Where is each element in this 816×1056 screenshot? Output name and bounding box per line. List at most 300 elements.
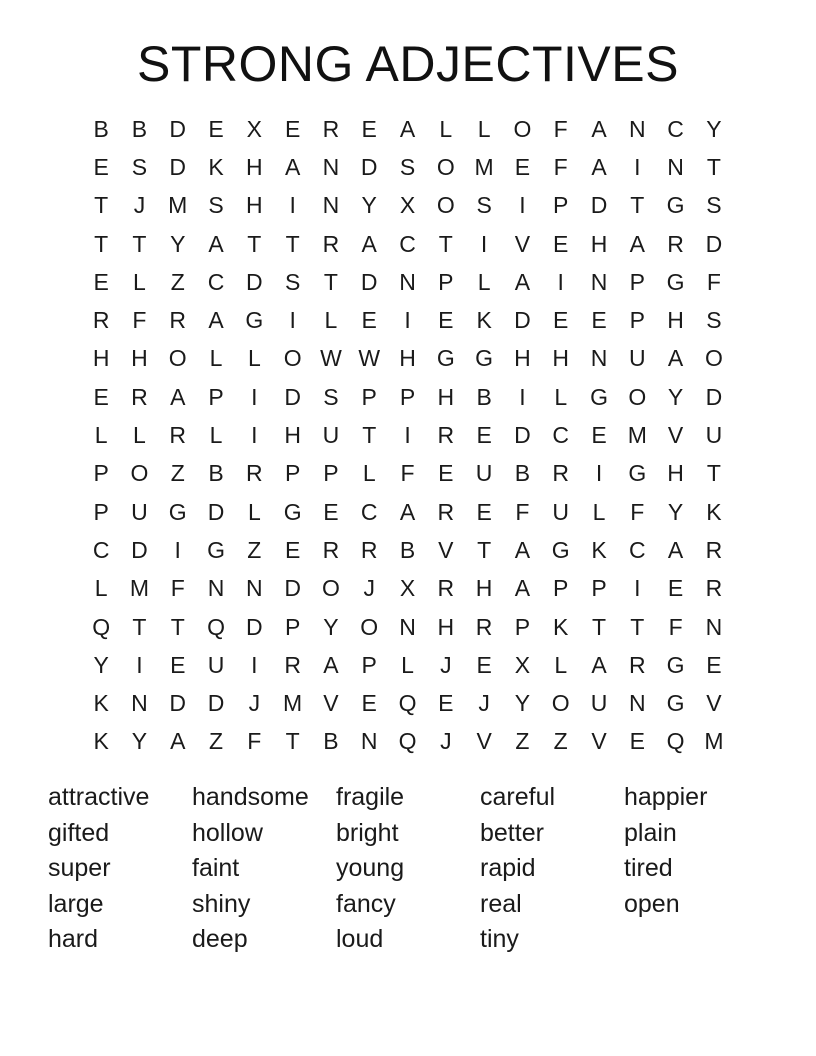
- grid-letter[interactable]: T: [94, 192, 109, 219]
- grid-letter[interactable]: D: [169, 153, 187, 180]
- grid-letter[interactable]: V: [706, 690, 722, 717]
- grid-letter[interactable]: L: [324, 307, 338, 334]
- grid-letter[interactable]: R: [322, 536, 340, 563]
- grid-letter[interactable]: A: [361, 230, 377, 257]
- grid-letter[interactable]: E: [553, 230, 569, 257]
- grid-letter[interactable]: J: [440, 651, 452, 678]
- grid-letter[interactable]: R: [475, 613, 493, 640]
- grid-letter[interactable]: H: [246, 153, 263, 180]
- grid-letter[interactable]: I: [251, 422, 258, 449]
- grid-letter[interactable]: D: [705, 230, 723, 257]
- grid-letter[interactable]: U: [322, 422, 340, 449]
- grid-letter[interactable]: S: [284, 268, 301, 295]
- grid-letter[interactable]: E: [553, 307, 569, 334]
- grid-letter[interactable]: B: [208, 460, 224, 487]
- grid-letter[interactable]: C: [399, 230, 416, 257]
- grid-letter[interactable]: T: [94, 230, 109, 257]
- grid-letter[interactable]: D: [514, 422, 531, 449]
- grid-letter[interactable]: E: [93, 383, 109, 410]
- grid-letter[interactable]: L: [477, 115, 491, 142]
- grid-letter[interactable]: R: [667, 230, 684, 257]
- grid-letter[interactable]: A: [323, 651, 339, 678]
- grid-letter[interactable]: O: [704, 345, 723, 372]
- grid-letter[interactable]: Y: [323, 613, 339, 640]
- grid-letter[interactable]: T: [285, 728, 300, 755]
- grid-letter[interactable]: G: [666, 268, 685, 295]
- grid-letter[interactable]: V: [476, 728, 492, 755]
- grid-letter[interactable]: N: [628, 690, 646, 717]
- grid-letter[interactable]: T: [132, 230, 147, 257]
- grid-letter[interactable]: T: [706, 153, 721, 180]
- grid-letter[interactable]: D: [284, 383, 301, 410]
- grid-letter[interactable]: L: [247, 345, 261, 372]
- grid-letter[interactable]: O: [513, 115, 532, 142]
- grid-letter[interactable]: H: [552, 345, 570, 372]
- grid-letter[interactable]: A: [591, 651, 607, 678]
- grid-letter[interactable]: T: [630, 192, 645, 219]
- grid-letter[interactable]: R: [552, 460, 570, 487]
- grid-letter[interactable]: N: [667, 153, 684, 180]
- grid-letter[interactable]: G: [283, 498, 302, 525]
- grid-letter[interactable]: T: [591, 613, 607, 640]
- grid-letter[interactable]: P: [514, 613, 531, 640]
- grid-letter[interactable]: G: [590, 383, 608, 410]
- grid-letter[interactable]: P: [323, 460, 339, 487]
- grid-letter[interactable]: F: [630, 498, 645, 525]
- grid-letter[interactable]: Q: [92, 613, 111, 640]
- grid-letter[interactable]: G: [551, 536, 570, 563]
- grid-letter[interactable]: C: [360, 498, 378, 525]
- grid-letter[interactable]: H: [399, 345, 416, 372]
- grid-letter[interactable]: H: [475, 575, 493, 602]
- grid-letter[interactable]: R: [360, 536, 378, 563]
- grid-letter[interactable]: E: [323, 498, 339, 525]
- grid-letter[interactable]: L: [247, 498, 261, 525]
- grid-letter[interactable]: E: [170, 651, 186, 678]
- grid-letter[interactable]: T: [285, 230, 300, 257]
- grid-letter[interactable]: N: [399, 268, 416, 295]
- grid-letter[interactable]: S: [706, 307, 722, 334]
- grid-letter[interactable]: G: [475, 345, 494, 372]
- grid-letter[interactable]: A: [170, 383, 186, 410]
- grid-letter[interactable]: F: [170, 575, 185, 602]
- grid-letter[interactable]: X: [399, 575, 416, 602]
- grid-letter[interactable]: U: [628, 345, 646, 372]
- word-bank-item: tiny: [480, 925, 519, 953]
- grid-letter[interactable]: I: [634, 153, 641, 180]
- grid-letter[interactable]: U: [590, 690, 608, 717]
- grid-letter[interactable]: L: [554, 383, 568, 410]
- grid-letter[interactable]: H: [667, 307, 684, 334]
- grid-letter[interactable]: N: [322, 153, 340, 180]
- grid-letter[interactable]: V: [514, 230, 531, 257]
- grid-letter[interactable]: D: [207, 498, 225, 525]
- grid-letter[interactable]: T: [247, 230, 262, 257]
- word-bank-item: open: [624, 889, 680, 918]
- grid-letter[interactable]: R: [437, 422, 455, 449]
- grid-letter[interactable]: P: [361, 383, 377, 410]
- grid-letter[interactable]: Y: [667, 383, 684, 410]
- grid-letter[interactable]: O: [436, 192, 455, 219]
- word-bank-item: attractive: [48, 783, 150, 811]
- grid-letter[interactable]: R: [169, 307, 187, 334]
- grid-letter[interactable]: H: [667, 460, 684, 487]
- grid-letter[interactable]: L: [94, 422, 108, 449]
- grid-letter[interactable]: D: [360, 268, 378, 295]
- grid-letter[interactable]: H: [437, 383, 455, 410]
- grid-letter[interactable]: R: [705, 536, 723, 563]
- grid-letter[interactable]: R: [284, 651, 301, 678]
- grid-letter[interactable]: G: [628, 460, 647, 487]
- grid-letter[interactable]: E: [438, 307, 454, 334]
- grid-letter[interactable]: E: [706, 651, 722, 678]
- grid-letter[interactable]: M: [168, 192, 188, 219]
- grid-letter[interactable]: E: [93, 153, 109, 180]
- grid-letter[interactable]: P: [629, 307, 645, 334]
- grid-letter[interactable]: V: [591, 728, 607, 755]
- grid-letter[interactable]: E: [361, 690, 377, 717]
- grid-letter[interactable]: D: [590, 192, 608, 219]
- grid-letter[interactable]: D: [169, 690, 187, 717]
- grid-letter[interactable]: N: [322, 192, 340, 219]
- word-bank-item: young: [336, 854, 405, 882]
- grid-letter[interactable]: Y: [170, 230, 186, 257]
- grid-letter[interactable]: H: [92, 345, 110, 372]
- grid-letter[interactable]: H: [437, 613, 455, 640]
- grid-letter[interactable]: L: [209, 345, 223, 372]
- grid-letter[interactable]: J: [363, 575, 375, 602]
- word-bank-item: faint: [192, 854, 240, 882]
- grid-letter[interactable]: W: [358, 345, 381, 372]
- grid-letter[interactable]: E: [208, 115, 224, 142]
- grid-letter[interactable]: J: [478, 690, 490, 717]
- grid-letter[interactable]: E: [284, 536, 301, 563]
- grid-letter[interactable]: R: [628, 651, 646, 678]
- grid-letter[interactable]: E: [93, 268, 109, 295]
- grid-letter[interactable]: I: [251, 383, 258, 410]
- grid-letter[interactable]: H: [246, 192, 263, 219]
- grid-letter[interactable]: D: [207, 690, 225, 717]
- grid-letter[interactable]: I: [634, 575, 641, 602]
- grid-letter[interactable]: T: [438, 230, 453, 257]
- grid-letter[interactable]: B: [476, 383, 492, 410]
- grid-letter[interactable]: Y: [361, 192, 377, 219]
- grid-letter[interactable]: T: [362, 422, 377, 449]
- grid-letter[interactable]: X: [399, 192, 416, 219]
- grid-letter[interactable]: I: [136, 651, 143, 678]
- grid-letter[interactable]: F: [515, 498, 530, 525]
- grid-letter[interactable]: R: [92, 307, 110, 334]
- grid-letter[interactable]: E: [667, 575, 684, 602]
- grid-letter[interactable]: S: [131, 153, 148, 180]
- grid-letter[interactable]: C: [667, 115, 684, 142]
- grid-letter[interactable]: F: [247, 728, 262, 755]
- grid-letter[interactable]: C: [628, 536, 646, 563]
- grid-letter[interactable]: S: [208, 192, 224, 219]
- grid-letter[interactable]: E: [284, 115, 301, 142]
- grid-letter[interactable]: R: [322, 230, 340, 257]
- grid-letter[interactable]: Y: [706, 115, 722, 142]
- grid-letter[interactable]: B: [323, 728, 339, 755]
- grid-letter[interactable]: P: [438, 268, 454, 295]
- grid-letter[interactable]: U: [705, 422, 723, 449]
- grid-letter[interactable]: P: [553, 192, 569, 219]
- grid-letter[interactable]: L: [133, 422, 146, 449]
- grid-letter[interactable]: E: [476, 498, 492, 525]
- word-bank-item: super: [48, 854, 111, 882]
- grid-letter[interactable]: P: [93, 460, 109, 487]
- grid-letter[interactable]: D: [514, 307, 531, 334]
- grid-letter[interactable]: A: [514, 575, 531, 602]
- grid-letter[interactable]: B: [399, 536, 416, 563]
- grid-letter[interactable]: N: [399, 613, 416, 640]
- grid-letter[interactable]: E: [476, 422, 492, 449]
- grid-letter[interactable]: I: [174, 536, 181, 563]
- grid-letter[interactable]: G: [666, 651, 685, 678]
- word-bank-item: hollow: [192, 818, 263, 847]
- grid-letter[interactable]: D: [246, 268, 263, 295]
- grid-letter[interactable]: M: [129, 575, 150, 602]
- grid-letter[interactable]: E: [438, 460, 454, 487]
- grid-letter[interactable]: E: [514, 153, 531, 180]
- grid-letter[interactable]: Z: [170, 460, 185, 487]
- grid-letter[interactable]: A: [629, 230, 645, 257]
- grid-letter[interactable]: E: [476, 651, 492, 678]
- grid-letter[interactable]: C: [92, 536, 110, 563]
- grid-letter[interactable]: F: [553, 115, 568, 142]
- grid-letter[interactable]: O: [321, 575, 340, 602]
- grid-letter[interactable]: E: [591, 422, 607, 449]
- grid-letter[interactable]: A: [399, 498, 416, 525]
- grid-letter[interactable]: N: [590, 268, 608, 295]
- grid-letter[interactable]: P: [399, 383, 416, 410]
- grid-letter[interactable]: G: [168, 498, 187, 525]
- grid-letter[interactable]: I: [519, 383, 526, 410]
- grid-letter[interactable]: A: [208, 230, 224, 257]
- grid-letter[interactable]: J: [440, 728, 452, 755]
- grid-letter[interactable]: I: [557, 268, 564, 295]
- grid-letter[interactable]: K: [93, 690, 109, 717]
- grid-letter[interactable]: Y: [131, 728, 148, 755]
- grid-letter[interactable]: P: [629, 268, 645, 295]
- grid-letter[interactable]: F: [132, 307, 147, 334]
- grid-letter[interactable]: B: [514, 460, 531, 487]
- grid-letter[interactable]: S: [323, 383, 339, 410]
- grid-letter[interactable]: O: [551, 690, 570, 717]
- word-bank-item: handsome: [192, 783, 309, 811]
- grid-letter[interactable]: U: [552, 498, 570, 525]
- grid-letter[interactable]: O: [283, 345, 302, 372]
- grid-letter[interactable]: U: [131, 498, 148, 525]
- grid-letter[interactable]: P: [208, 383, 224, 410]
- grid-letter[interactable]: T: [132, 613, 147, 640]
- grid-letter[interactable]: X: [246, 115, 262, 142]
- grid-letter[interactable]: B: [131, 115, 148, 142]
- grid-letter[interactable]: H: [131, 345, 148, 372]
- grid-letter[interactable]: L: [401, 651, 414, 678]
- grid-letter[interactable]: H: [284, 422, 301, 449]
- grid-letter[interactable]: M: [704, 728, 724, 755]
- grid-letter[interactable]: A: [591, 153, 607, 180]
- grid-letter[interactable]: N: [131, 690, 148, 717]
- grid-letter[interactable]: S: [476, 192, 492, 219]
- grid-letter[interactable]: P: [591, 575, 607, 602]
- grid-letter[interactable]: V: [438, 536, 454, 563]
- grid-letter[interactable]: N: [207, 575, 225, 602]
- grid-letter[interactable]: O: [168, 345, 187, 372]
- grid-letter[interactable]: L: [94, 575, 108, 602]
- grid-letter[interactable]: O: [360, 613, 379, 640]
- grid-letter[interactable]: L: [554, 651, 568, 678]
- grid-letter[interactable]: F: [668, 613, 683, 640]
- grid-letter[interactable]: K: [706, 498, 722, 525]
- grid-letter[interactable]: D: [131, 536, 148, 563]
- grid-letter[interactable]: D: [246, 613, 263, 640]
- grid-letter[interactable]: O: [436, 153, 455, 180]
- grid-letter[interactable]: Z: [515, 728, 530, 755]
- grid-letter[interactable]: P: [93, 498, 109, 525]
- grid-letter[interactable]: R: [322, 115, 340, 142]
- grid-letter[interactable]: K: [476, 307, 492, 334]
- grid-letter[interactable]: G: [207, 536, 225, 563]
- grid-letter[interactable]: J: [133, 192, 146, 219]
- grid-letter[interactable]: R: [246, 460, 263, 487]
- grid-letter[interactable]: L: [592, 498, 606, 525]
- grid-letter[interactable]: P: [361, 651, 377, 678]
- grid-letter[interactable]: P: [553, 575, 569, 602]
- grid-letter[interactable]: R: [131, 383, 148, 410]
- grid-letter[interactable]: M: [474, 153, 494, 180]
- grid-letter[interactable]: C: [207, 268, 225, 295]
- grid-letter[interactable]: M: [627, 422, 647, 449]
- grid-letter[interactable]: A: [514, 536, 531, 563]
- grid-letter[interactable]: D: [284, 575, 301, 602]
- grid-letter[interactable]: I: [404, 422, 411, 449]
- grid-letter[interactable]: S: [399, 153, 416, 180]
- grid-letter[interactable]: L: [439, 115, 453, 142]
- grid-letter[interactable]: V: [667, 422, 684, 449]
- grid-letter[interactable]: I: [404, 307, 411, 334]
- grid-letter[interactable]: Y: [93, 651, 109, 678]
- grid-letter[interactable]: Z: [553, 728, 568, 755]
- grid-letter[interactable]: I: [251, 651, 258, 678]
- word-bank: [48, 780, 768, 958]
- grid-letter[interactable]: I: [289, 192, 296, 219]
- grid-letter[interactable]: D: [169, 115, 187, 142]
- grid-letter[interactable]: R: [169, 422, 187, 449]
- grid-letter[interactable]: A: [208, 307, 224, 334]
- grid-letter[interactable]: U: [207, 651, 225, 678]
- grid-letter[interactable]: R: [437, 498, 455, 525]
- grid-letter[interactable]: F: [706, 268, 721, 295]
- grid-letter[interactable]: T: [706, 460, 721, 487]
- grid-letter[interactable]: B: [93, 115, 109, 142]
- grid-letter[interactable]: A: [591, 115, 607, 142]
- grid-letter[interactable]: A: [514, 268, 531, 295]
- grid-letter[interactable]: H: [514, 345, 531, 372]
- grid-letter[interactable]: J: [248, 690, 261, 717]
- grid-letter[interactable]: R: [437, 575, 455, 602]
- grid-letter[interactable]: Q: [398, 728, 417, 755]
- grid-letter[interactable]: K: [591, 536, 607, 563]
- grid-letter[interactable]: H: [590, 230, 608, 257]
- grid-letter[interactable]: T: [630, 613, 645, 640]
- grid-letter[interactable]: I: [519, 192, 526, 219]
- grid-letter[interactable]: N: [360, 728, 378, 755]
- grid-letter[interactable]: X: [514, 651, 531, 678]
- grid-letter[interactable]: N: [705, 613, 723, 640]
- grid-letter[interactable]: C: [552, 422, 570, 449]
- grid-letter[interactable]: S: [706, 192, 722, 219]
- grid-letter[interactable]: I: [289, 307, 296, 334]
- grid-letter[interactable]: Q: [666, 728, 685, 755]
- grid-letter[interactable]: E: [361, 115, 377, 142]
- grid-letter[interactable]: V: [323, 690, 339, 717]
- grid-letter[interactable]: E: [361, 307, 377, 334]
- grid-letter[interactable]: O: [130, 460, 149, 487]
- word-bank-item: happier: [624, 783, 708, 811]
- grid-letter[interactable]: O: [628, 383, 647, 410]
- grid-letter[interactable]: N: [628, 115, 646, 142]
- grid-letter[interactable]: E: [438, 690, 454, 717]
- grid-letter[interactable]: A: [399, 115, 416, 142]
- grid-letter[interactable]: L: [133, 268, 146, 295]
- grid-letter[interactable]: K: [93, 728, 109, 755]
- grid-letter[interactable]: A: [170, 728, 186, 755]
- grid-letter[interactable]: I: [595, 460, 603, 487]
- grid-letter[interactable]: L: [362, 460, 376, 487]
- grid-letter[interactable]: A: [667, 536, 684, 563]
- word-bank-item: deep: [192, 925, 248, 953]
- grid-letter[interactable]: A: [667, 345, 684, 372]
- grid-letter[interactable]: Z: [170, 268, 185, 295]
- grid-letter[interactable]: R: [705, 575, 723, 602]
- grid-letter[interactable]: M: [283, 690, 303, 717]
- grid-letter[interactable]: G: [666, 192, 685, 219]
- grid-letter[interactable]: K: [208, 153, 224, 180]
- grid-letter[interactable]: T: [477, 536, 492, 563]
- grid-letter[interactable]: P: [284, 613, 301, 640]
- grid-letter[interactable]: T: [170, 613, 185, 640]
- grid-letter[interactable]: N: [590, 345, 608, 372]
- grid-letter[interactable]: U: [475, 460, 493, 487]
- grid-letter[interactable]: G: [436, 345, 455, 372]
- grid-letter[interactable]: N: [246, 575, 263, 602]
- grid-letter[interactable]: Z: [209, 728, 224, 755]
- grid-letter[interactable]: P: [284, 460, 301, 487]
- grid-letter[interactable]: F: [553, 153, 568, 180]
- grid-letter[interactable]: Q: [207, 613, 225, 640]
- grid-letter[interactable]: W: [320, 345, 342, 372]
- grid-letter[interactable]: Q: [398, 690, 417, 717]
- grid-letter[interactable]: Y: [514, 690, 531, 717]
- grid-letter[interactable]: D: [705, 383, 723, 410]
- grid-letter[interactable]: G: [666, 690, 685, 717]
- grid-letter[interactable]: K: [553, 613, 569, 640]
- grid-letter[interactable]: Y: [667, 498, 684, 525]
- grid-letter[interactable]: G: [245, 307, 264, 334]
- grid-letter[interactable]: F: [400, 460, 415, 487]
- grid-letter[interactable]: L: [477, 268, 491, 295]
- grid-letter[interactable]: T: [323, 268, 338, 295]
- grid-letter[interactable]: A: [284, 153, 301, 180]
- grid-letter[interactable]: E: [629, 728, 645, 755]
- grid-letter[interactable]: D: [360, 153, 378, 180]
- grid-letter[interactable]: L: [209, 422, 223, 449]
- grid-letter[interactable]: I: [480, 230, 488, 257]
- grid-letter[interactable]: Z: [247, 536, 262, 563]
- grid-letter[interactable]: E: [591, 307, 607, 334]
